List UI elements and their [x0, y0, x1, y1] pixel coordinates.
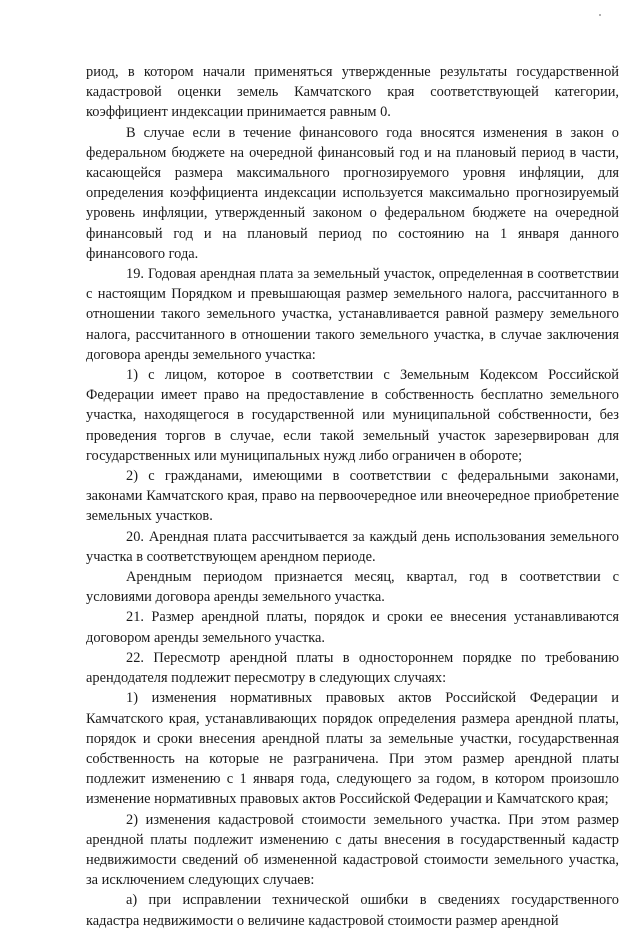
paragraph-rent-period: Арендным периодом признается месяц, квартал, год в соответствии с условиями договора аренды земельного участка.	[86, 569, 619, 606]
paragraph-continuation: риод, в котором начали применяться утвержденные результаты государственной кадастровой оценки земель Камчатского края соответствующей категории, коэффициент индексации принимается равным 0.	[86, 64, 619, 121]
document-body	[86, 62, 619, 931]
paragraph-clause-19: 19. Годовая арендная плата за земельный участок, определенная в соответствии с настоящим Порядком и превышающая размер земельного налога, рассчитанного в отношении такого земельного участка, устанавливается равной размеру земельного налога, рассчитанного в отношении такого земельного участка, в случае заключения договора аренды земельного участка:	[86, 266, 619, 363]
paragraph-clause-21: 21. Размер арендной платы, порядок и сроки ее внесения устанавливаются договором аренды земельного участка.	[86, 609, 619, 646]
paragraph-clause-22-item-1: 1) изменения нормативных правовых актов Российской Федерации и Камчатского края, устанавливающих порядок определения размера арендной платы, порядок и сроки внесения арендной платы за земельные участки, государственная собственность на которые не разграничена. При этом размер арендной платы подлежит изменению с 1 января года, следующего за годом, в котором произошло изменение нормативных правовых актов Российской Федерации и Камчатского края;	[86, 690, 619, 808]
scan-mark	[599, 14, 601, 16]
paragraph-clause-22: 22. Пересмотр арендной платы в одностороннем порядке по требованию арендодателя подлежит пересмотру в следующих случаях:	[86, 649, 619, 687]
paragraph-clause-22-item-2a: а) при исправлении технической ошибки в сведениях государственного кадастра недвижимости о величине кадастровой стоимости размер арендной	[86, 892, 619, 929]
paragraph-clause-19-item-2: 2) с гражданами, имеющими в соответствии с федеральными законами, законами Камчатского края, право на первоочередное или внеочередное приобретение земельных участков.	[86, 468, 619, 525]
paragraph-clause-20: 20. Арендная плата рассчитывается за каждый день использования земельного участка в соответствующем арендном периоде.	[86, 528, 619, 565]
paragraph-inflation-change: В случае если в течение финансового года вносятся изменения в закон о федеральном бюджете на очередной финансовый год и на плановый период в части, касающейся размера максимального прогнозируемого уровня инфляции, для определения коэффициента индексации используется максимально прогнозируемый уровень инфляции, утвержденный законом о федеральном бюджете на очередной финансовый год и на плановый период по состоянию на 1 января данного финансового года.	[86, 124, 619, 262]
paragraph-clause-19-item-1: 1) с лицом, которое в соответствии с Земельным Кодексом Российской Федерации имеет право на предоставление в собственность бесплатно земельного участка, находящегося в государственной или муниципальной собственности, без проведения торгов в случае, если такой земельный участок зарезервирован для государственных или муниципальных нужд либо ограничен в обороте;	[86, 367, 619, 464]
paragraph-clause-22-item-2: 2) изменения кадастровой стоимости земельного участка. При этом размер арендной платы подлежит изменению с даты внесения в государственный кадастр недвижимости сведений об измененной кадастровой стоимости земельного участка, за исключением следующих случаев:	[86, 811, 619, 889]
